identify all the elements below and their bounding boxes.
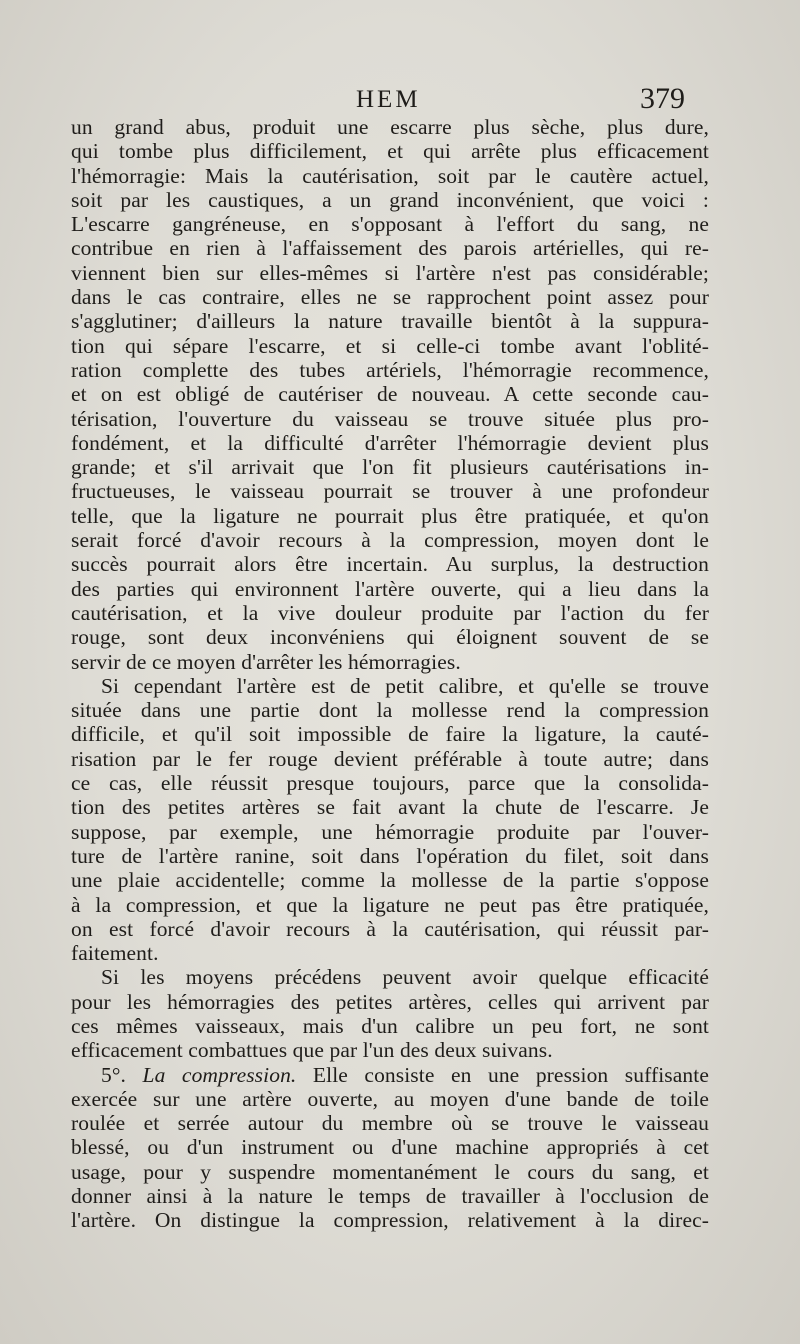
text-line: difficile, et qu'il soit impossible de faire la ligature, la cauté- — [71, 722, 709, 747]
text-line: viennent bien sur elles-mêmes si l'artère n'est pas considérable; — [71, 260, 709, 285]
text-line: telle, que la ligature ne pourrait plus être pratiquée, et qu'on — [71, 503, 709, 528]
text-line: ration complette des tubes artériels, l'hémorragie recommence, — [71, 357, 709, 382]
text-line: Si les moyens précédens peuvent avoir quelque efficacité — [101, 965, 709, 990]
text-line: efficacement combattues que par l'un des deux suivans. — [71, 1038, 553, 1063]
text-line: contribue en rien à l'affaissement des parois artérielles, qui re- — [71, 236, 709, 261]
text-line: cautérisation, et la vive douleur produite par l'action du fer — [71, 600, 709, 625]
text-line: pour les hémorragies des petites artères, celles qui arrivent par — [71, 989, 709, 1014]
text-line: qui tombe plus difficilement, et qui arrête plus efficacement — [71, 139, 709, 164]
text-line: ces mêmes vaisseaux, mais d'un calibre un peu fort, ne sont — [71, 1013, 709, 1038]
text-line: un grand abus, produit une escarre plus sèche, plus dure, — [71, 115, 709, 139]
section-number: 5°. — [101, 1062, 127, 1087]
text-line: blessé, ou d'un instrument ou d'une machine appropriés à cet — [71, 1135, 709, 1160]
section-title: La compression. — [142, 1062, 297, 1087]
text-line: dans le cas contraire, elles ne se rapprochent point assez pour — [71, 285, 709, 310]
text-line: fructueuses, le vaisseau pourrait se trouver à une profondeur — [71, 479, 709, 504]
text-line: à la compression, et que la ligature ne peut pas être pratiquée, — [71, 892, 709, 917]
body-text — [71, 115, 709, 1233]
page-number: 379 — [640, 82, 685, 115]
text-line: fondément, et la difficulté d'arrêter l'hémorragie devient plus — [71, 430, 709, 455]
text-line: rouge, sont deux inconvéniens qui éloignent souvent de se — [71, 625, 709, 650]
text-line: une plaie accidentelle; comme la mollesse de la partie s'oppose — [71, 868, 709, 893]
text-line: l'artère. On distingue la compression, relativement à la direc- — [71, 1208, 709, 1233]
text-line: ture de l'artère ranine, soit dans l'opération du filet, soit dans — [71, 843, 709, 868]
text-line: succès pourrait alors être incertain. Au surplus, la destruction — [71, 552, 709, 577]
text-line: tion qui sépare l'escarre, et si celle-ci tombe avant l'oblité- — [71, 333, 709, 358]
running-head: HEM — [356, 86, 421, 113]
text-line: térisation, l'ouverture du vaisseau se trouve située plus pro- — [71, 406, 709, 431]
text-line: L'escarre gangréneuse, en s'opposant à l'effort du sang, ne — [71, 212, 709, 237]
text-line: usage, pour y suspendre momentanément le cours du sang, et — [71, 1159, 709, 1184]
text-line: donner ainsi à la nature le temps de travailler à l'occlusion de — [71, 1184, 709, 1209]
text-line: servir de ce moyen d'arrêter les hémorragies. — [71, 649, 461, 674]
text-line: soit par les caustiques, a un grand inconvénient, que voici : — [71, 187, 709, 212]
text-line: ce cas, elle réussit presque toujours, parce que la consolida- — [71, 771, 709, 796]
text-line: grande; et s'il arrivait que l'on fit plusieurs cautérisations in- — [71, 455, 709, 480]
text-line: serait forcé d'avoir recours à la compression, moyen dont le — [71, 528, 709, 553]
text-line: on est forcé d'avoir recours à la cautérisation, qui réussit par- — [71, 916, 709, 941]
text-line: l'hémorragie: Mais la cautérisation, soit par le cautère actuel, — [71, 163, 709, 188]
section-text: Elle consiste en une pression suffisante — [312, 1062, 709, 1087]
text-line: des parties qui environnent l'artère ouverte, qui a lieu dans la — [71, 576, 709, 601]
text-line: Si cependant l'artère est de petit calibre, et qu'elle se trouve — [101, 673, 709, 698]
text-line: et on est obligé de cautériser de nouveau. A cette seconde cau- — [71, 382, 709, 407]
text-line: risation par le fer rouge devient préférable à toute autre; dans — [71, 746, 709, 771]
text-line: faitement. — [71, 941, 159, 966]
text-line: s'agglutiner; d'ailleurs la nature travaille bientôt à la suppura- — [71, 309, 709, 334]
text-line: suppose, par exemple, une hémorragie produite par l'ouver- — [71, 819, 709, 844]
text-line: située dans une partie dont la mollesse rend la compression — [71, 698, 709, 723]
text-line: exercée sur une artère ouverte, au moyen d'une bande de toile — [71, 1086, 709, 1111]
text-line: roulée et serrée autour du membre où se trouve le vaisseau — [71, 1111, 709, 1136]
section-heading-line — [71, 1063, 709, 1087]
text-line: tion des petites artères se fait avant la chute de l'escarre. Je — [71, 795, 709, 820]
